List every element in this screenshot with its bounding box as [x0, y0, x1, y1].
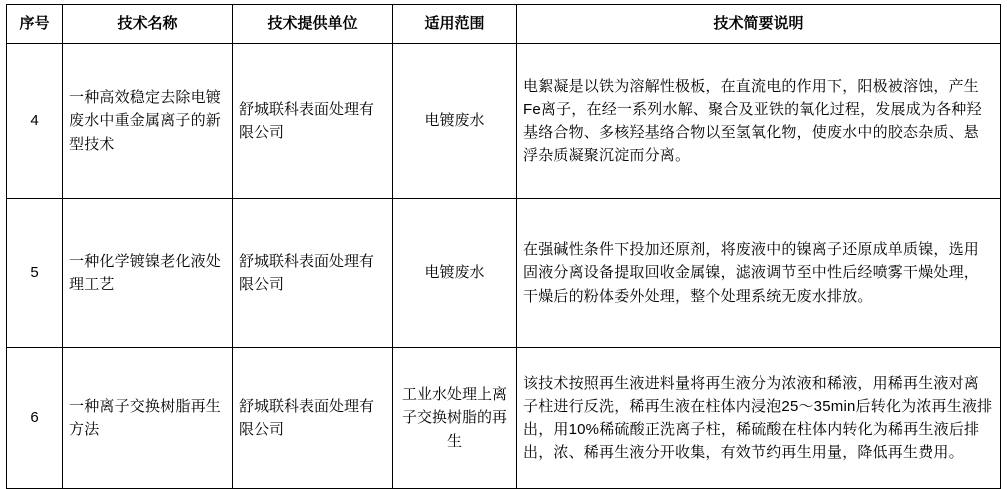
table-row	[7, 348, 1001, 489]
cell-description: 该技术按照再生液进料量将再生液分为浓液和稀液，用稀再生液对离子柱进行反洗，稀再生液在柱体内浸泡25～35min后转化为浓再生液排出，用10%稀硫酸正洗离子柱，稀硫酸在柱体内转化为稀再生液后排出，浓、稀再生液分开收集，有效节约再生用量，降低再生费用。	[517, 348, 1001, 489]
column-header-no: 序号	[7, 5, 63, 44]
cell-description: 电絮凝是以铁为溶解性极板，在直流电的作用下，阳极被溶蚀，产生Fe离子，在经一系列水解、聚合及亚铁的氧化过程，发展成为各种羟基络合物、多核羟基络合物以至氢氧化物，使废水中的胶态杂质、悬浮杂质凝聚沉淀而分离。	[517, 44, 1001, 199]
table-header	[7, 5, 1001, 44]
cell-technology-name: 一种化学镀镍老化液处理工艺	[63, 199, 233, 348]
column-header-name: 技术名称	[63, 5, 233, 44]
table-row	[7, 44, 1001, 199]
cell-provider-org: 舒城联科表面处理有限公司	[233, 44, 393, 199]
cell-application-scope: 工业水处理上离子交换树脂的再生	[393, 348, 517, 489]
cell-application-scope: 电镀废水	[393, 44, 517, 199]
cell-application-scope: 电镀废水	[393, 199, 517, 348]
cell-technology-name: 一种高效稳定去除电镀废水中重金属离子的新型技术	[63, 44, 233, 199]
cell-provider-org: 舒城联科表面处理有限公司	[233, 199, 393, 348]
column-header-scope: 适用范围	[393, 5, 517, 44]
cell-no: 4	[7, 44, 63, 199]
cell-technology-name: 一种离子交换树脂再生方法	[63, 348, 233, 489]
column-header-org: 技术提供单位	[233, 5, 393, 44]
cell-description: 在强碱性条件下投加还原剂，将废液中的镍离子还原成单质镍，选用固液分离设备提取回收金属镍，滤液调节至中性后经喷雾干燥处理，干燥后的粉体委外处理，整个处理系统无废水排放。	[517, 199, 1001, 348]
cell-provider-org: 舒城联科表面处理有限公司	[233, 348, 393, 489]
table-row	[7, 199, 1001, 348]
table-header-row	[7, 5, 1001, 44]
column-header-desc: 技术简要说明	[517, 5, 1001, 44]
table-body	[7, 44, 1001, 489]
cell-no: 6	[7, 348, 63, 489]
technology-table	[6, 4, 1001, 489]
cell-no: 5	[7, 199, 63, 348]
